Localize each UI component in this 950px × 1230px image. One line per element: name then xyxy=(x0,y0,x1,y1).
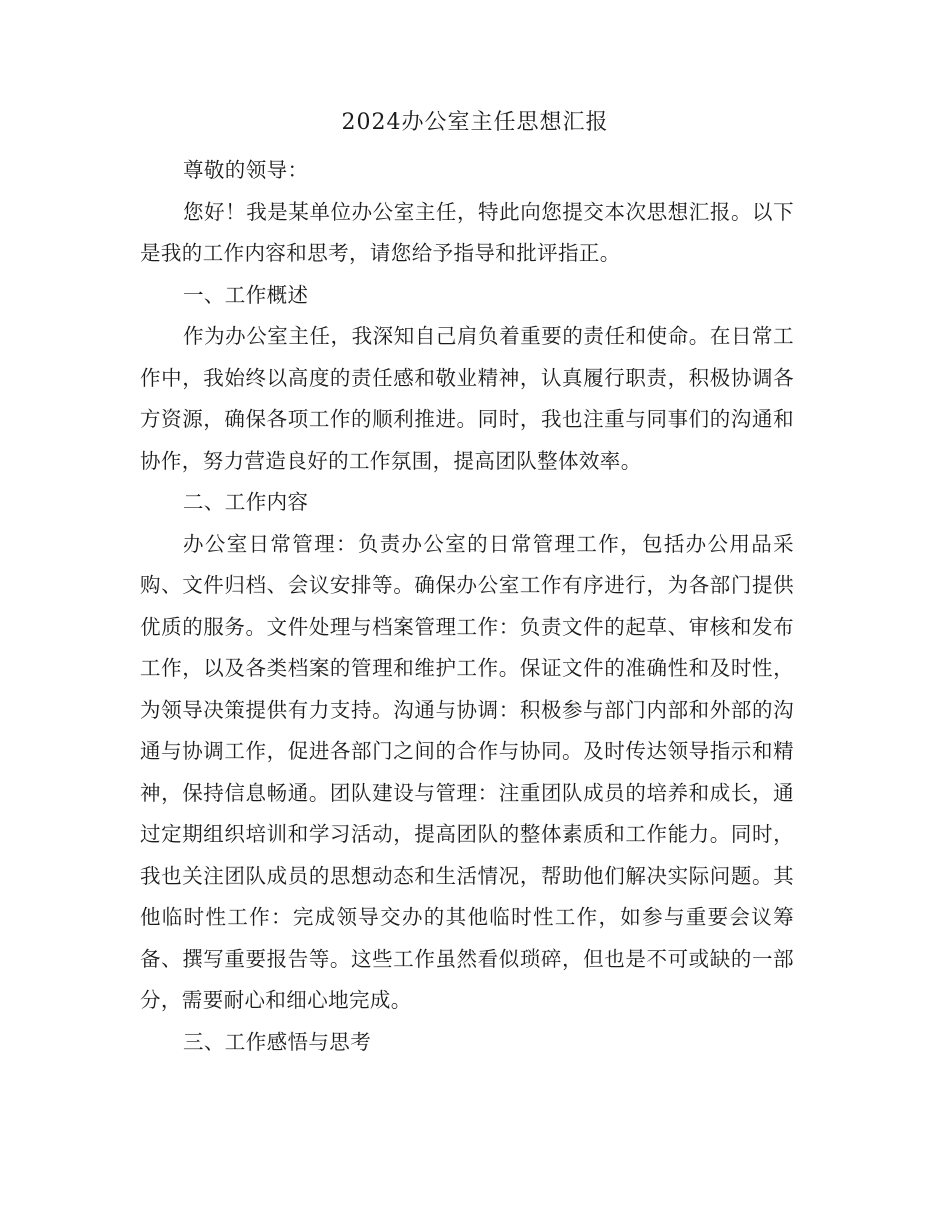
section-heading-overview: 一、工作概述 xyxy=(183,282,309,307)
section-heading-content: 二、工作内容 xyxy=(183,490,309,514)
document-title: 2024办公室主任思想汇报 xyxy=(341,110,609,135)
content-paragraph: 办公室日常管理：负责办公室的日常管理工作，包括办公用品采购、文件归档、会议安排等。确保办公室工作有序进行，为各部门提供优质的服务。文件处理与档案管理工作：负责文件的起草、审核和发布工作，以及各类档案的管理和维护工作。保证文件的准确性和及时性，为领导决策提供有力支持。沟通与协调：积极参与部门内部和外部的沟通与协调工作，促进各部门之间的合作与协同。及时传达领导指示和精神，保持信息畅通。团队建设与管理：注重团队成员的培养和成长，通过定期组织培训和学习活动，提高团队的整体素质和工作能力。同时，我也关注团队成员的思想动态和生活情况，帮助他们解决实际问题。其他临时性工作：完成领导交办的其他临时性工作，如参与重要会议筹备、撰写重要报告等。这些工作虽然看似琐碎，但也是不可或缺的一部分，需要耐心和细心地完成。 xyxy=(140,531,794,1012)
salutation: 尊敬的领导： xyxy=(183,158,309,182)
section-heading-reflection: 三、工作感悟与思考 xyxy=(183,1029,372,1054)
overview-paragraph: 作为办公室主任，我深知自己肩负着重要的责任和使命。在日常工作中，我始终以高度的责任感和敬业精神，认真履行职责，积极协调各方资源，确保各项工作的顺利推进。同时，我也注重与同事们的沟通和协作，努力营造良好的工作氛围，提高团队整体效率。 xyxy=(140,324,794,473)
greeting-paragraph: 您好！我是某单位办公室主任，特此向您提交本次思想汇报。以下是我的工作内容和思考，请您给予指导和批评指正。 xyxy=(140,199,794,265)
document-body xyxy=(140,150,794,1063)
